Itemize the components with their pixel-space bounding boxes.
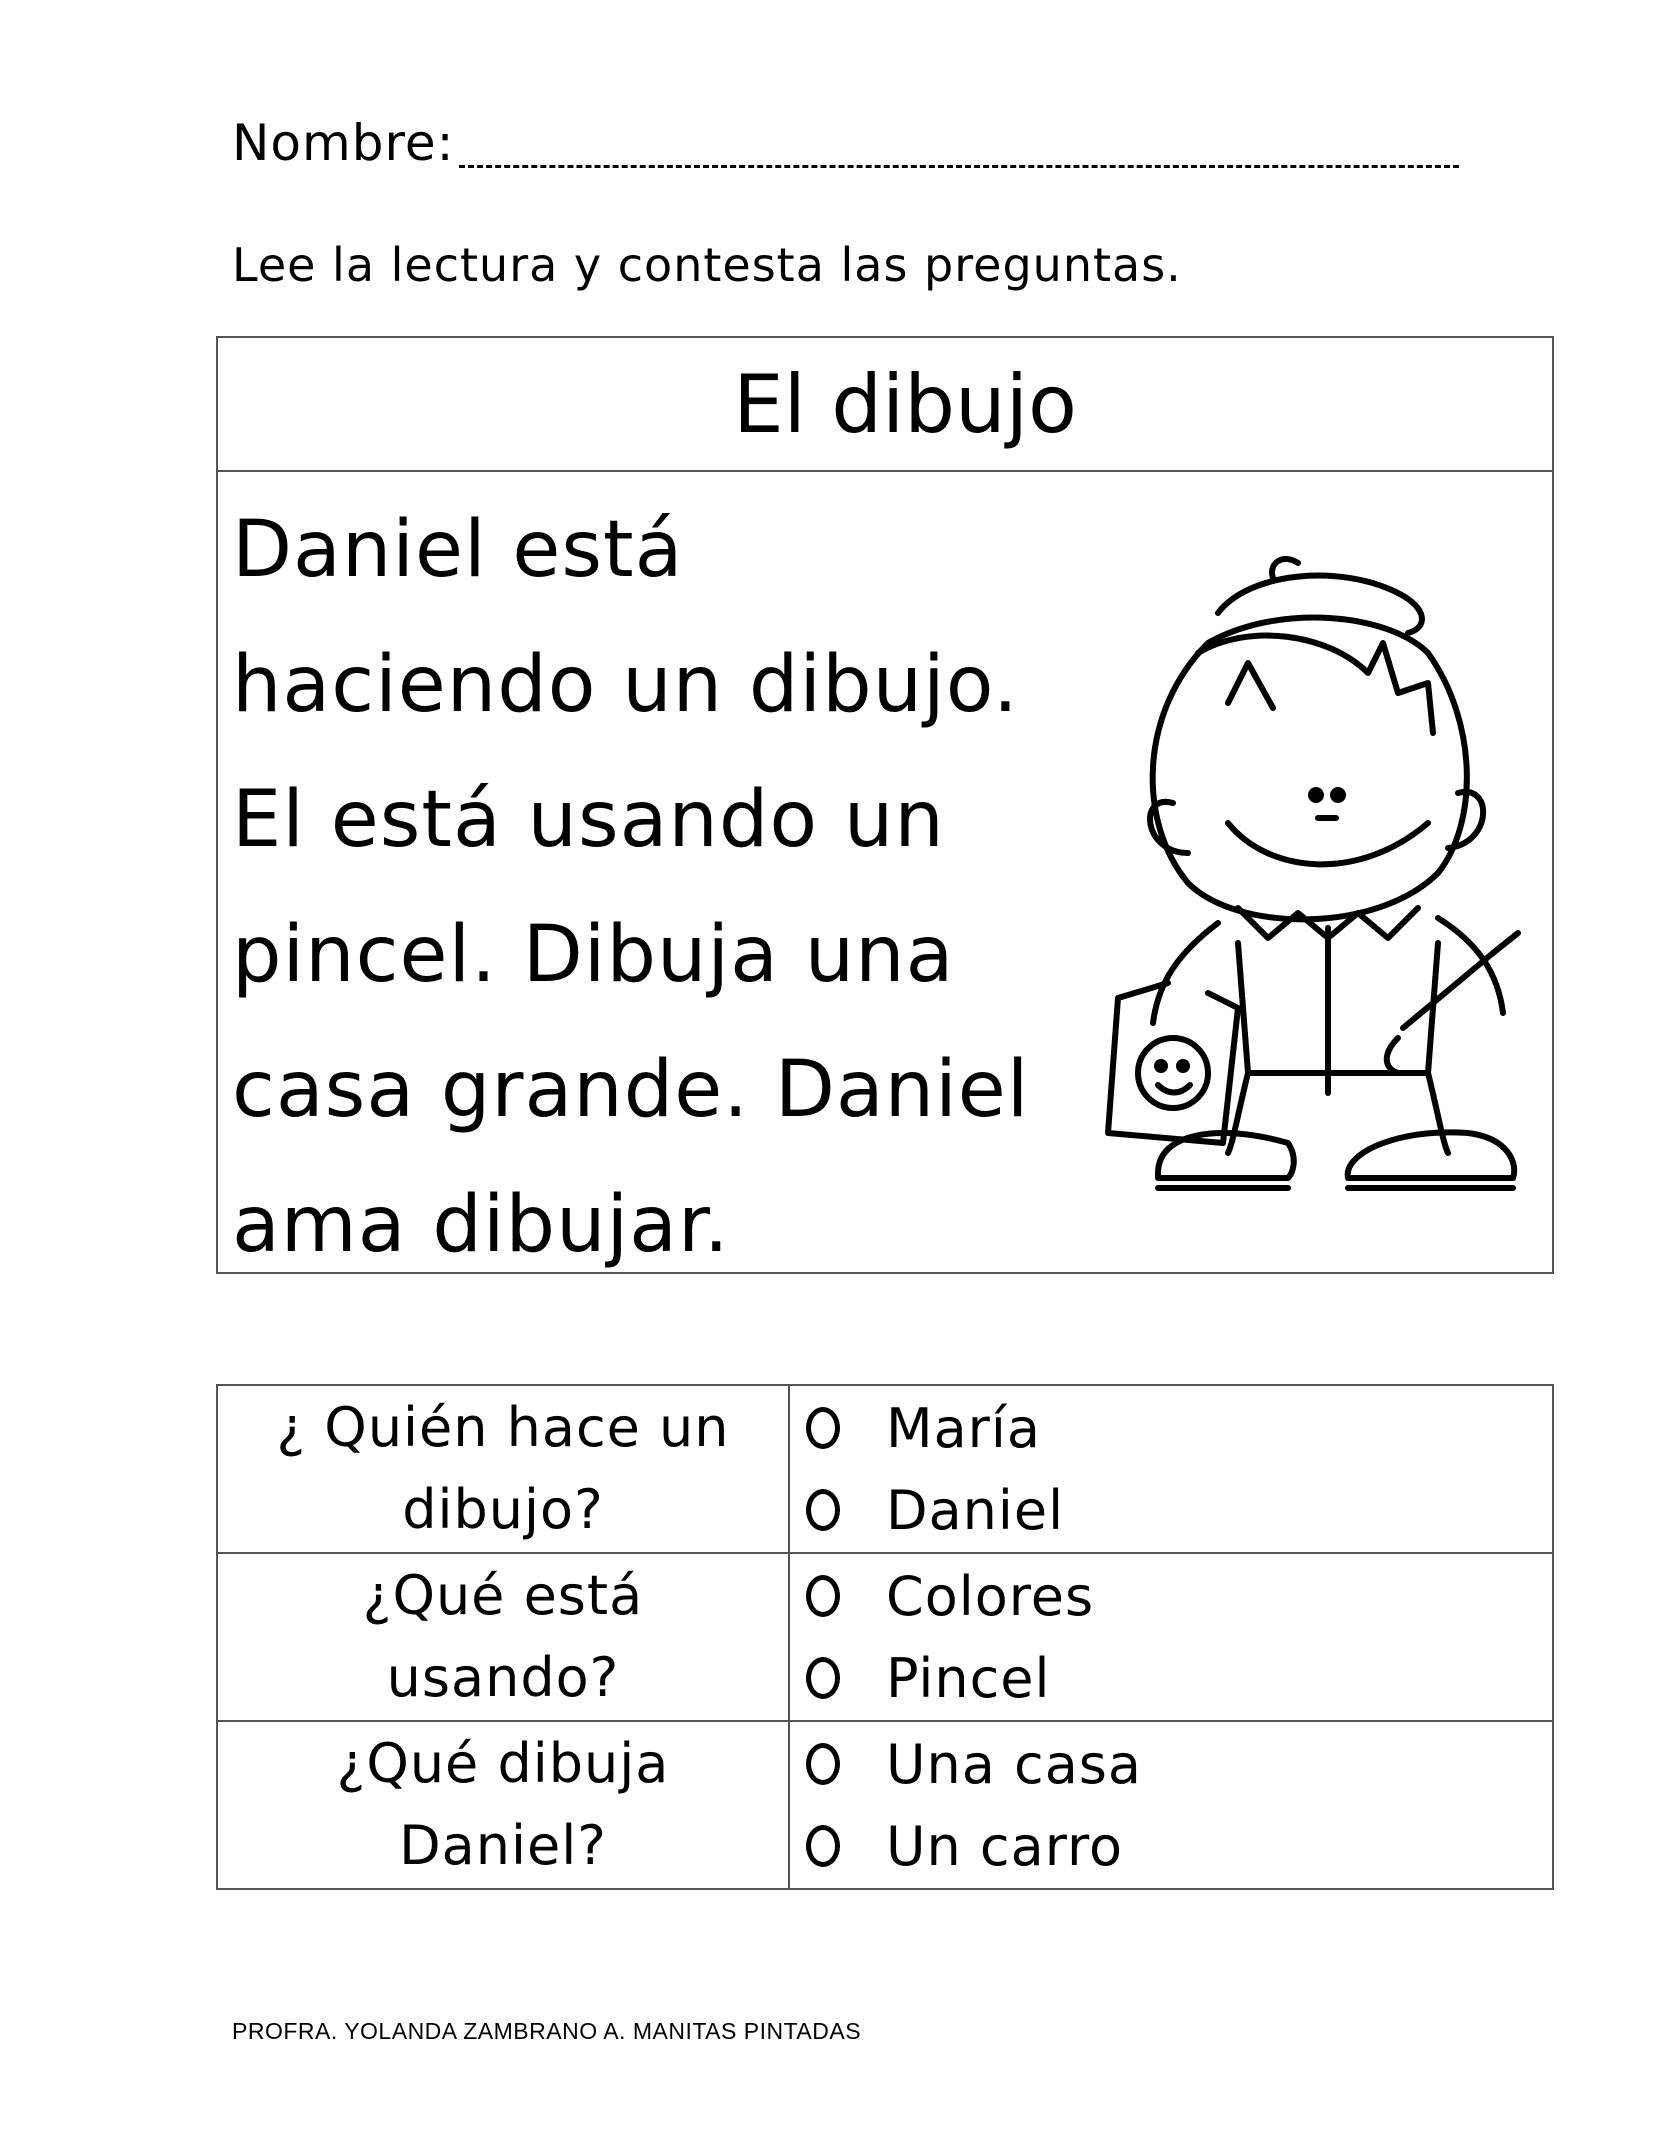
question-cell: ¿Qué está usando? [218,1554,790,1720]
option-label: María [886,1396,1041,1460]
option-label: Colores [886,1564,1095,1628]
answer-option[interactable] [802,1387,1552,1469]
story-line: ama dibujar. [232,1180,730,1270]
footer-credit: PROFRA. YOLANDA ZAMBRANO A. MANITAS PINTADAS [232,2018,862,2044]
answer-bubble-icon[interactable] [806,1743,840,1785]
answer-bubble-icon[interactable] [806,1825,840,1867]
options-cell [790,1386,1552,1552]
story-box [216,336,1554,1274]
question-cell: ¿Qué dibuja Daniel? [218,1722,790,1888]
quiz-row [218,1552,1552,1720]
answer-option[interactable] [802,1469,1552,1551]
question-cell: ¿ Quién hace un dibujo? [218,1386,790,1552]
story-line: pincel. Dibuja una [232,910,955,1000]
name-label: Nombre: [232,114,455,172]
option-label: Pincel [886,1646,1051,1710]
answer-option[interactable] [802,1723,1552,1805]
options-cell [790,1554,1552,1720]
name-blank-line[interactable] [459,125,1459,168]
answer-bubble-icon[interactable] [806,1657,840,1699]
story-line: casa grande. Daniel [232,1045,1030,1135]
boy-painter-illustration [1098,533,1538,1203]
answer-bubble-icon[interactable] [806,1489,840,1531]
answer-bubble-icon[interactable] [806,1575,840,1617]
answer-bubble-icon[interactable] [806,1407,840,1449]
answer-option[interactable] [802,1637,1552,1719]
answer-option[interactable] [802,1805,1552,1887]
story-line: El está usando un [232,775,945,865]
option-label: Daniel [886,1478,1065,1542]
story-title: El dibujo [218,338,1552,472]
quiz-table [216,1384,1554,1890]
story-line: haciendo un dibujo. [232,640,1019,730]
name-field-row [232,114,1459,172]
option-label: Una casa [886,1732,1143,1796]
answer-option[interactable] [802,1555,1552,1637]
instruction-text: Lee la lectura y contesta las preguntas. [232,238,1182,292]
story-text [232,483,1132,1293]
option-label: Un carro [886,1814,1123,1878]
options-cell [790,1722,1552,1888]
quiz-row [218,1386,1552,1552]
story-line: Daniel está [232,505,684,595]
quiz-row [218,1720,1552,1888]
